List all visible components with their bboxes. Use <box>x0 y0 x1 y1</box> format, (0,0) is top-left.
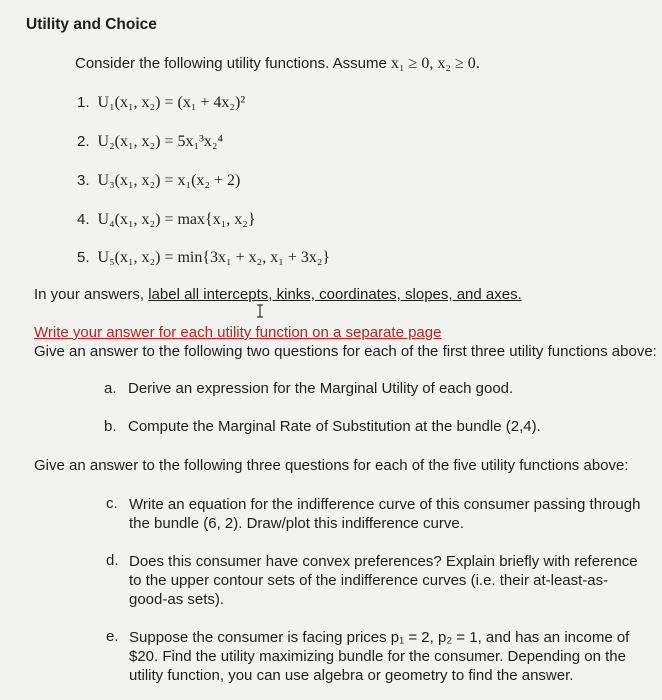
utility-expression: U₄(x₁, x₂) = max{x₁, x₂} <box>97 211 256 228</box>
item-number: 2. <box>77 133 90 150</box>
question-letter: d. <box>106 552 119 569</box>
question-text: Compute the Marginal Rate of Substitution at the bundle (2,4). <box>128 418 541 435</box>
utility-expression: U₂(x₁, x₂) = 5x₁³x₂⁴ <box>97 133 224 150</box>
all-five-intro: Give an answer to the following three questions for each of the five utility functions above: <box>34 457 629 474</box>
question-letter: b. <box>104 418 117 435</box>
utility-expression: U₅(x₁, x₂) = min{3x₁ + x₂, x₁ + 3x₂} <box>97 249 331 266</box>
intro-assumption: x₁ ≥ 0, x₂ ≥ 0. <box>391 55 480 72</box>
utility-expression: U₃(x₁, x₂) = x₁(x₂ + 2) <box>97 172 241 189</box>
utility-item <box>77 211 256 229</box>
question-text: Derive an expression for the Marginal Utility of each good. <box>128 380 514 397</box>
page-title: Utility and Choice <box>26 16 157 33</box>
item-number: 1. <box>77 94 90 111</box>
question-b <box>104 418 541 435</box>
question-letter: e. <box>106 628 119 645</box>
question-a <box>104 380 513 397</box>
utility-expression: U₁(x₁, x₂) = (x₁ + 4x₂)² <box>97 94 246 111</box>
item-number: 3. <box>77 172 90 189</box>
separate-page-note: Write your answer for each utility function on a separate page <box>34 324 442 341</box>
label-note-prefix: In your answers, <box>34 286 149 303</box>
question-d-text: Does this consumer have convex preferences? Explain briefly with reference to the upper contour sets of the indifference curves (i.e. their at-least-as-good-as sets). <box>129 553 638 608</box>
label-note <box>34 286 522 303</box>
item-number: 4. <box>77 211 90 228</box>
utility-item <box>77 94 245 112</box>
question-e-text: Suppose the consumer is facing prices p₁ = 2, p₂ = 1, and has an income of $20. Find the utility maximizing bundle for the consumer. Depending on the utility function, you can use algebra or geometry to find the answer. <box>129 629 630 684</box>
utility-item <box>77 133 223 151</box>
first-three-intro: Give an answer to the following two questions for each of the first three utility functions above: <box>34 343 657 360</box>
utility-item <box>77 172 240 190</box>
intro-text: Consider the following utility functions. Assume <box>75 55 391 72</box>
intro-line <box>75 55 480 73</box>
question-c-text: Write an equation for the indifference curve of this consumer passing through the bundle (6, 2). Draw/plot this indifference curve. <box>129 496 641 532</box>
label-note-underlined: label all intercepts, kinks, coordinates, slopes, and axes. <box>148 286 522 303</box>
utility-item <box>77 249 330 267</box>
question-letter: a. <box>104 380 117 397</box>
item-number: 5. <box>77 249 90 266</box>
question-letter: c. <box>106 495 118 512</box>
text-cursor-icon <box>255 304 265 318</box>
